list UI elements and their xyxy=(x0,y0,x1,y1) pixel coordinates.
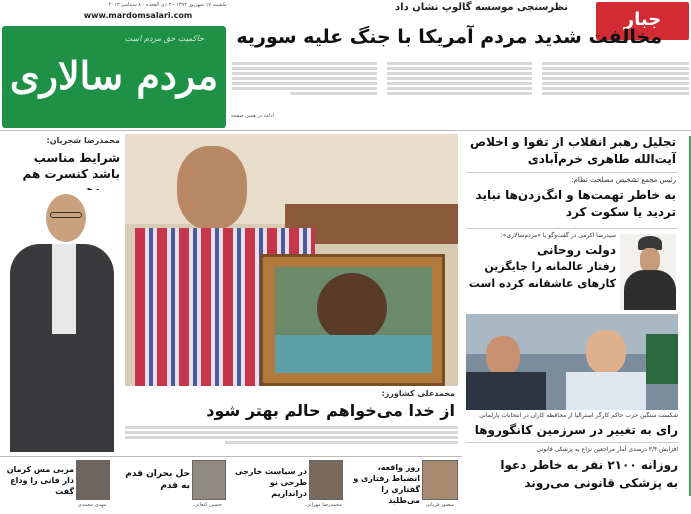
masthead-tagline: حاکمیت حق مردم است xyxy=(124,34,204,43)
story4-headline: رای به تغییر در سرزمین کانگوروها xyxy=(474,423,678,437)
lead-continue: ادامه در همین صفحه xyxy=(230,113,274,119)
teaser-text: مربی مس کرمان دار فانی را وداع گفت xyxy=(6,465,74,496)
left-byline: محمدرضا شجریان: xyxy=(46,136,120,145)
green-rule xyxy=(679,136,691,496)
teaser-thumb xyxy=(192,460,226,500)
photo-frame xyxy=(260,254,445,386)
story3-line2: رفتار عالمانه را جایگزین xyxy=(484,260,616,273)
photo-body-text xyxy=(125,424,458,452)
story5-kicker: افزایش ۳/۴ درصدی آمار مراجعین نزاع به پزشکی قانونی xyxy=(536,446,678,453)
akrami-photo xyxy=(620,234,676,310)
masthead-logo xyxy=(2,26,226,128)
shajarian-photo xyxy=(2,190,120,452)
photo-headline: از خدا می‌خواهم حالم بهتر شود xyxy=(206,401,455,420)
australia-photo xyxy=(466,314,678,410)
teaser-4[interactable] xyxy=(2,460,114,510)
story4-kicker: شکست سنگین حزب حاکم کارگر استرالیا از محافظه کاران در انتخابات پارلمانی xyxy=(479,412,678,419)
story1-headline: تجلیل رهبر انقلاب از تقوا و اخلاص آیت‌الله طاهری خرم‌آبادی xyxy=(469,135,676,166)
lead-body-text xyxy=(232,60,689,118)
teaser-thumb xyxy=(76,460,110,500)
teaser-thumb xyxy=(422,460,458,500)
keshavarz-photo xyxy=(125,134,458,386)
story5-line2: به پزشکی قانونی می‌روند xyxy=(524,476,678,490)
lead-kicker: نظرسنجی موسسه گالوپ نشان داد xyxy=(395,2,568,13)
dateline: یکشنبه ۱۷ شهریور ۱۳۹۲ - ۲ ذی القعده - ۸ سپتامبر ۲۰۱۳ xyxy=(108,2,227,8)
divider xyxy=(466,172,678,173)
teaser-author: حسین کنعانی xyxy=(194,502,222,508)
story3-kicker: سیدرضا اکرمی در گفت‌وگو با «مردم‌سالاری»: xyxy=(500,232,616,239)
teaser-text: روز واقعه، انضباط رفتاری و گفتاری را می‌طلبد xyxy=(353,463,420,505)
lead-headline: مخالفت شدید مردم آمریکا با جنگ علیه سوریه xyxy=(236,26,662,48)
teaser-author: محمدرضا مهرابی xyxy=(306,502,342,508)
teaser-1[interactable] xyxy=(350,460,460,510)
jabbar-badge-label: جبار xyxy=(623,9,662,30)
teaser-author: مهدی محمدی xyxy=(77,502,107,508)
divider xyxy=(466,442,678,443)
masthead-title: مردم سالاری xyxy=(9,53,219,98)
story2-headline: به خاطر تهمت‌ها و انگ‌زدن‌ها نباید تردید یا سکوت کرد xyxy=(475,188,676,219)
story2-kicker: رئیس مجمع تشخیص مصلحت نظام: xyxy=(571,176,676,184)
teaser-thumb xyxy=(309,460,343,500)
story5-line1: روزانه ۲۱۰۰ نفر به خاطر دعوا xyxy=(500,458,678,472)
figure-head xyxy=(46,194,86,242)
teaser-text: حل بحران قدم به قدم xyxy=(125,469,190,491)
teaser-3[interactable] xyxy=(118,460,228,510)
framed-portrait xyxy=(275,267,432,373)
photo-byline: محمدعلی کشاورز: xyxy=(381,389,455,398)
story3-line3: کارهای عاشقانه کرده است xyxy=(468,277,616,290)
figure-glasses xyxy=(50,212,82,218)
bottom-divider xyxy=(0,456,462,457)
teaser-author: منصور قربانی xyxy=(425,502,455,508)
website-url: www.mardomsalari.com xyxy=(83,11,193,20)
figure-shirt xyxy=(52,244,76,334)
teaser-text: در سیاست خارجی طرحی نو دراندازیم xyxy=(235,467,307,498)
figure-head xyxy=(177,146,247,230)
teaser-2[interactable] xyxy=(233,460,345,510)
left-headline: شرایط مناسب باشد کنسرت هم xyxy=(22,151,120,181)
divider xyxy=(0,130,691,131)
divider xyxy=(466,228,678,229)
story3-line1: دولت روحانی xyxy=(536,243,616,257)
